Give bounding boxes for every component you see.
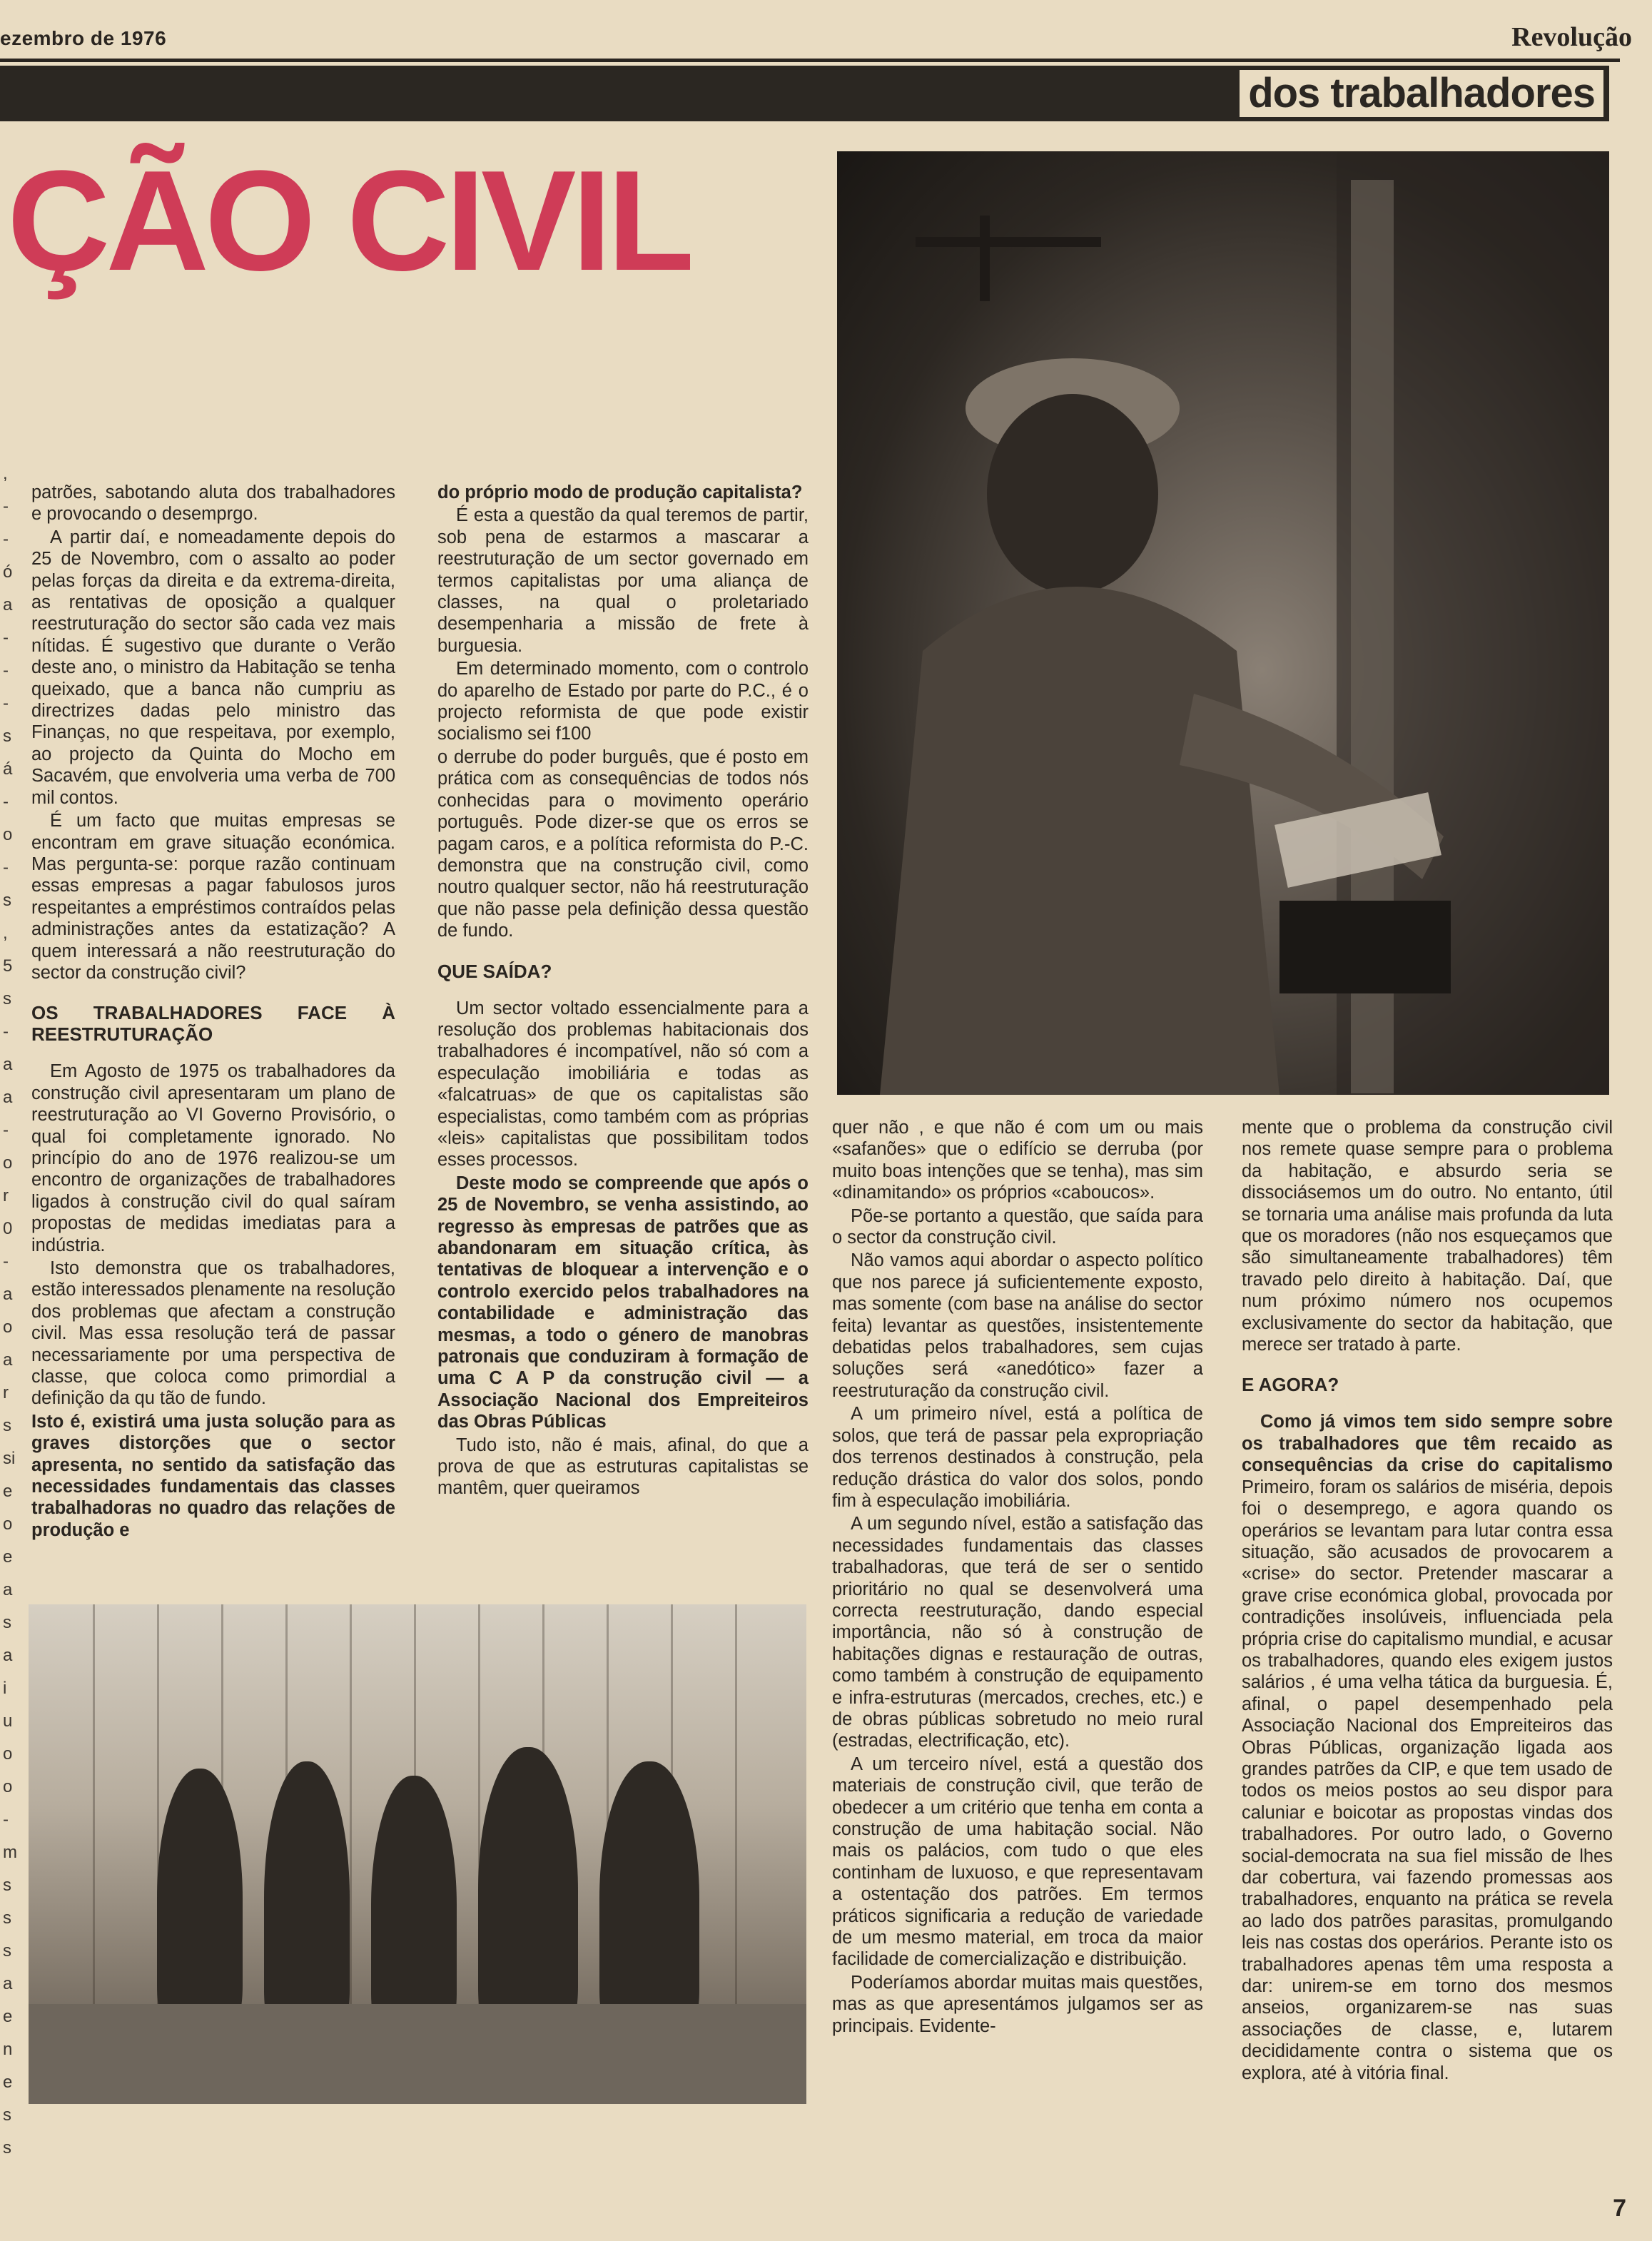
edge-letter: s bbox=[3, 891, 11, 910]
paragraph: patrões, sabotando aluta dos trabalhadores e provocando o desemprgo. bbox=[31, 482, 395, 525]
paragraph: quer não , e que não é com um ou mais «safanões» que o edifício se derruba (por muito boas intenções que se tenha), mas sim «dinamitando» os próprios «caboucos». bbox=[832, 1118, 1203, 1203]
edge-letter: r bbox=[3, 1186, 9, 1205]
edge-letter: si bbox=[3, 1449, 16, 1468]
edge-letter: - bbox=[3, 1810, 9, 1829]
edge-letter: s bbox=[3, 727, 11, 746]
page-number: 7 bbox=[1613, 2195, 1626, 2222]
paragraph: Poderíamos abordar muitas mais questões, mas as que apresentámos julgamos ser as principais. Evidente- bbox=[832, 1972, 1203, 2036]
paragraph: Em Agosto de 1975 os trabalhadores da construção civil apresentaram um plano de reestruturação ao VI Governo Provisório, o qual foi completamente ignorado. No princípio do ano de 1976 realizou-se um encontro de organizações de trabalhadores ligados à construção civil do qual saíram propostas de medidas imediatas para a indústria. bbox=[31, 1061, 395, 1255]
paragraph: A partir daí, e nomeadamente depois do 25 de Novembro, com o assalto ao poder pelas forças da direita e da extrema-direita, as rentativas de oposição a qualquer reestruturação do sector são cada vez mais nítidas. É sugestivo que durante o Verão deste ano, o ministro da Habitação se tenha queixado, que a banca não cumpriu as directrizes dadas pelo ministro das Finanças, no que respeitava, por exemplo, ao projecto da Quinta do Mocho em Sacavém, que envolveria uma verba de 700 mil contos. bbox=[31, 527, 395, 808]
edge-letter: a bbox=[3, 1285, 13, 1304]
subheading-trabalhadores: OS TRABALHADORES FACE À REESTRUTURAÇÃO bbox=[31, 1002, 395, 1046]
edge-letter: ó bbox=[3, 562, 13, 582]
paragraph-rest: Primeiro, foram os salários de miséria, depois foi o desemprego, e agora quando os operários se levantam para lutar contra essa situação, são acusados de provocarem a «crise» do sector. Pretender mascarar a grave crise económica global, provocada por contradições insolúveis, influenciada pela própria crise do capitalismo mundial, e acusar os trabalhadores, quando eles exigem justos salários , é uma velha tática da burguesia. É, afinal, o papel desempenhado pela Associação Nacional dos Empreiteiros das Obras Públicas, organização ligada aos grandes patrões da CIP, e que tem usado de todos os meios postos ao seu dispor para caluniar e boicotar as propostas vindas dos trabalhadores. Por outro lado, o Governo social-democrata na sua fiel missão de lhes dar cobertura, vai fazendo promessas aos trabalhadores, enquanto na prática se revela ao lado dos patrões parasitas, promulgando leis nas costas dos operários. Perante isto os trabalhadores apenas têm uma resposta a dar: unirem-se em torno dos mesmos anseios, organizarem-se nas suas associações de classe, e, lutarem decididamente contra o sistema que os explora, até à vitória final. bbox=[1242, 1477, 1613, 2083]
paragraph: o derrube do poder burguês, que é posto em prática com as consequências de todos nós conhecidas para o movimento operário português. Pode dizer-se que os erros se pagam caros, e a política reformista do P.-C. demonstra que na construção civil, como noutro qualquer sector, não há reestruturação que não passe pela definição dessa questão de fundo. bbox=[437, 747, 809, 941]
edge-letter: - bbox=[3, 530, 9, 549]
paragraph: Isto demonstra que os trabalhadores, estão interessados plenamente na resolução dos problemas que afectam a construção civil. Mas essa resolução terá de passar necessariamente por uma perspectiva de classe, que coloca como primordial a definição da qu tão de fundo. bbox=[31, 1258, 395, 1409]
bold-lead: Como já vimos tem sido sempre sobre os trabalhadores que têm recaido as consequências da crise do capitalismo bbox=[1242, 1412, 1613, 1476]
edge-letter: a bbox=[3, 1350, 13, 1370]
paragraph: É um facto que muitas empresas se encontram em grave situação económica. Mas pergunta-se: porque razão continuam essas empresas a pagar fabulosos juros respeitantes a empréstimos contraídos pelas administrações antes da estatização? A quem interessará a não reestruturação do sector da construção civil? bbox=[31, 811, 395, 983]
paragraph: Não vamos aqui abordar o aspecto político que nos parece já suficientemente exposto, mas somente (com base na análise do sector feita) levantar as questões, insistentemente debatidas pelos trabalhadores, sem cujas soluções será «anedótico» fazer a reestruturação da construção civil. bbox=[832, 1250, 1203, 1401]
paragraph: A um primeiro nível, está a política de solos, que terá de passar pela expropriação dos terrenos destinados à construção, pela redução drástica do valor dos solos, pondo fim à especulação imobiliária. bbox=[832, 1404, 1203, 1511]
edge-letter: - bbox=[3, 1120, 9, 1140]
edge-letter: o bbox=[3, 825, 13, 844]
paragraph: A um terceiro nível, está a questão dos materiais de construção civil, que terão de obedecer a um critério que tenha em conta a construção de uma habitação social. Não mais os palácios, com tudo o que eles continham de luxuoso, e que representavam a ostentação dos patrões. Em termos práticos significaria a redução de variedade de um mesmo material, em troca da maior facilidade de comercialização e distribuição. bbox=[832, 1754, 1203, 1970]
edge-letter: 0 bbox=[3, 1219, 13, 1238]
worker-photo-illustration bbox=[837, 151, 1609, 1095]
edge-letter: i bbox=[3, 1679, 7, 1698]
edge-letter: - bbox=[3, 694, 9, 713]
edge-letter: - bbox=[3, 1252, 9, 1271]
edge-letter: - bbox=[3, 1022, 9, 1041]
edge-letter: o bbox=[3, 1777, 13, 1796]
edge-letter: - bbox=[3, 858, 9, 877]
column-3 bbox=[832, 1117, 1203, 2038]
edge-letter: a bbox=[3, 1646, 13, 1665]
edge-letter: - bbox=[3, 661, 9, 680]
masthead-brand: Revolução bbox=[1511, 22, 1632, 52]
column-2 bbox=[437, 482, 809, 1501]
column-4 bbox=[1242, 1117, 1613, 2085]
edge-letter: a bbox=[3, 1580, 13, 1599]
edge-letter: o bbox=[3, 1514, 13, 1534]
headline: ÇÃO CIVIL bbox=[7, 141, 691, 300]
edge-letter: s bbox=[3, 2105, 11, 2125]
column-1 bbox=[31, 482, 395, 1542]
edge-letter: á bbox=[3, 759, 13, 779]
edge-letter: o bbox=[3, 1153, 13, 1173]
paragraph: mente que o problema da construção civil nos remete quase sempre para o problema da habitação, e absurdo seria se dissociásemos um do outro. No entanto, útil se tornaria uma análise mais profunda da luta que os moradores (não nos esqueçamos que são simultaneamente trabalhadores) têm travado pelo direito à habitação. Daí, que num próximo número nos ocupemos exclusivamente do sector da habitação, que merece ser tratado à parte. bbox=[1242, 1118, 1613, 1355]
edge-letter: u bbox=[3, 1711, 13, 1731]
edge-letter: s bbox=[3, 989, 11, 1008]
subheading-e-agora: E AGORA? bbox=[1242, 1374, 1339, 1396]
paragraph: Põe-se portanto a questão, que saída para o sector da construção civil. bbox=[832, 1205, 1203, 1248]
edge-letter: - bbox=[3, 497, 9, 516]
edge-letter: - bbox=[3, 628, 9, 647]
edge-letter: m bbox=[3, 1843, 17, 1862]
edge-letter: e bbox=[3, 1547, 13, 1567]
section-banner bbox=[0, 66, 1609, 121]
edge-letter: e bbox=[3, 2073, 13, 2092]
edge-letter: s bbox=[3, 1613, 11, 1632]
photo-worker-hammering bbox=[837, 151, 1609, 1095]
bold-paragraph: Isto é, existirá uma justa solução para as graves distorções que o sector apresenta, no sentido da satisfação das necessidades fundamentais das classes trabalhadoras no quadro das relações de produção e bbox=[31, 1411, 395, 1540]
photo-workers-group bbox=[29, 1604, 806, 2104]
header-rule bbox=[0, 59, 1620, 62]
bold-lead: do próprio modo de produção capitalista? bbox=[437, 482, 803, 502]
edge-letter: e bbox=[3, 1482, 13, 1501]
edge-letter: s bbox=[3, 1876, 11, 1895]
issue-date: ezembro de 1976 bbox=[0, 27, 167, 49]
edge-letter: a bbox=[3, 1088, 13, 1107]
edge-letter: e bbox=[3, 2007, 13, 2026]
edge-letter: 5 bbox=[3, 956, 13, 976]
section-label: dos trabalhadores bbox=[1240, 70, 1603, 117]
paragraph: Em determinado momento, com o controlo do aparelho de Estado por parte do P.C., é o projecto reformista de que pode existir socialismo sei f100 bbox=[437, 659, 809, 744]
edge-letter: s bbox=[3, 1416, 11, 1435]
edge-letter: s bbox=[3, 1941, 11, 1961]
edge-letter: , bbox=[3, 924, 8, 943]
bold-paragraph: Deste modo se compreende que após o 25 de Novembro, se venha assistindo, ao regresso às empresas de patrões que as abandonaram em situação crítica, às tentativas de bloquear a intervenção e o controlo exercido pelos trabalhadores na contabilidade e administração das mesmas, a todo o género de manobras patronais que conduziram à formação de uma C A P da construção civil — a Associação Nacional dos Empreiteiros das Obras Públicas bbox=[437, 1173, 809, 1432]
subheading-que-saida: QUE SAÍDA? bbox=[437, 960, 552, 982]
edge-letter: , bbox=[3, 464, 8, 483]
edge-letter: a bbox=[3, 1974, 13, 1993]
paragraph: A um segundo nível, estão a satisfação das necessidades fundamentais das classes trabalhadoras, que terá de ser o sentido prioritário no qual se desenvolverá uma correcta reestruturação, dando especial importância, não só à construção de habitações dignas e restauração de outras, como também à construção de equipamento e infra-estruturas (mercados, creches, etc.) e de obras públicas sobretudo no meio rural (estradas, electrificação, etc). bbox=[832, 1514, 1203, 1751]
paragraph: Um sector voltado essencialmente para a resolução dos problemas habitacionais dos trabalhadores é incompatível, não só com a especulação imobiliária e todas as «falcatruas» de que os capitalistas são especialistas, como também com as próprias «leis» capitalistas que possibilitam todos esses processos. bbox=[437, 998, 809, 1170]
previous-page-edge bbox=[0, 464, 21, 2212]
edge-letter: - bbox=[3, 792, 9, 811]
edge-letter: a bbox=[3, 1055, 13, 1074]
edge-letter: o bbox=[3, 1744, 13, 1764]
edge-letter: o bbox=[3, 1317, 13, 1337]
edge-letter: s bbox=[3, 1908, 11, 1928]
edge-letter: a bbox=[3, 595, 13, 614]
edge-letter: s bbox=[3, 2138, 11, 2157]
paragraph bbox=[1242, 1411, 1613, 2084]
edge-letter: r bbox=[3, 1383, 9, 1402]
paragraph: Tudo isto, não é mais, afinal, do que a prova de que as estruturas capitalistas se mantêm, quer queiramos bbox=[437, 1435, 809, 1499]
edge-letter: n bbox=[3, 2040, 13, 2059]
paragraph: É esta a questão da qual teremos de partir, sob pena de estarmos a mascarar a reestruturação de um sector governado em termos capitalistas por uma aliança de classes, na qual o proletariado desempenharia a missão de frete à burguesia. bbox=[437, 505, 809, 656]
